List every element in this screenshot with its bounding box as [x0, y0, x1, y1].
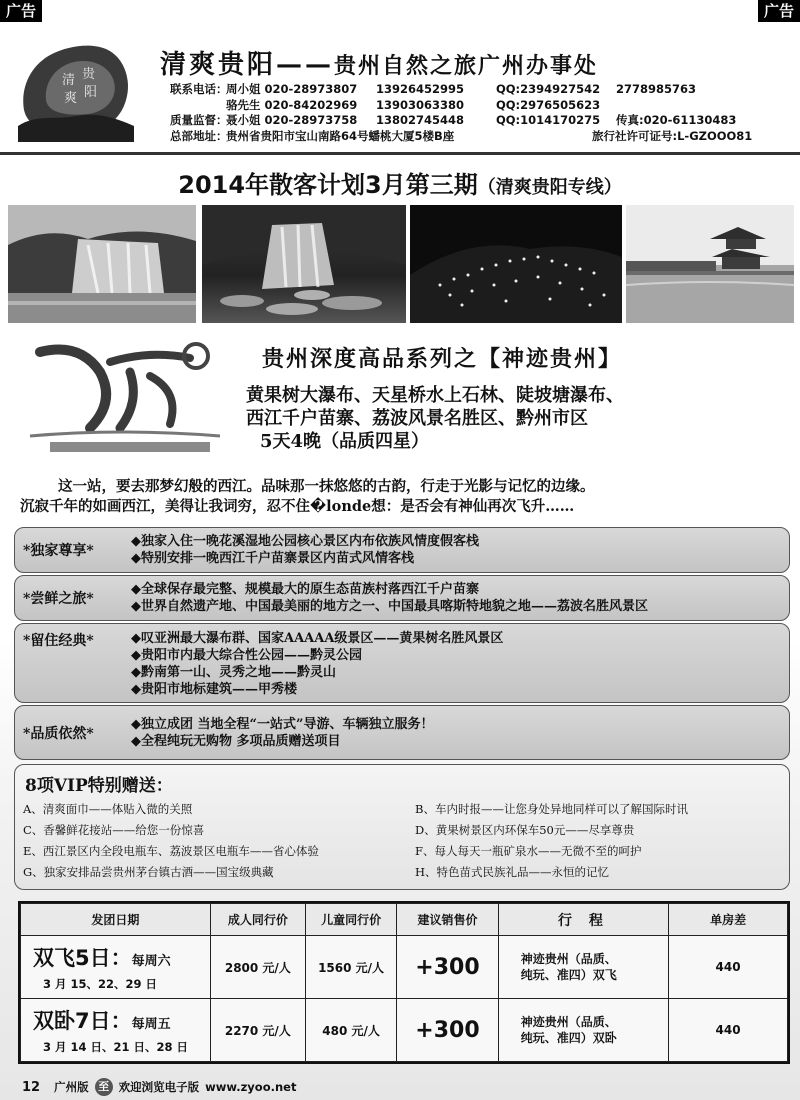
page-number: 12: [22, 1079, 41, 1095]
address-row: [170, 129, 790, 145]
ad-label-right: 广告: [758, 0, 800, 22]
feature-item: ◆贵阳市内最大综合性公园——黔灵公园: [131, 648, 362, 663]
footer-url[interactable]: www.zyoo.net: [205, 1080, 297, 1094]
departure-cell: [21, 936, 211, 999]
svg-text:清: 清: [62, 73, 76, 88]
feature-label: *品质依然*: [23, 725, 94, 742]
contact-key: [170, 98, 226, 114]
departure-dates: 3 月 14 日、21 日、28 日: [43, 1040, 189, 1054]
contact-name-phone: 周小姐 020-28973807: [226, 82, 358, 96]
shenji-guizhou-logo: [20, 332, 230, 462]
contact-key: 联系电话：: [170, 82, 228, 96]
contact-qq: QQ:2976505623: [496, 97, 601, 112]
child-price: 480 元/人: [305, 999, 396, 1062]
adult-price: 2800 元/人: [210, 936, 305, 999]
feature-item: ◆独立成团 当地全程“一站式”导游、车辆独立服务！: [131, 716, 434, 732]
feature-panel-classic: [14, 623, 790, 703]
feature-items: [131, 533, 479, 567]
column-header: 成人同行价: [210, 904, 305, 936]
page-footer: [22, 1078, 296, 1096]
sights-line: 西江千户苗寨、荔波风景名胜区、黔州市区: [246, 408, 588, 429]
table-header-row: [21, 904, 788, 936]
contact-row: [170, 113, 790, 129]
night-village-photo: [410, 205, 622, 323]
contact-extra: 传真:020-61130483: [616, 113, 737, 127]
contact-block: [170, 82, 790, 144]
table-row: [21, 936, 788, 999]
feature-panel-exclusive: [14, 527, 790, 573]
contact-name-phone: 聂小姐 020-28973758: [226, 113, 358, 127]
feature-item: ◆全球保存最完整、规模最大的原生态苗族村落西江千户苗寨: [131, 582, 479, 597]
column-header: 建议销售价: [397, 904, 499, 936]
vip-title: 8项VIP特别赠送：: [25, 776, 173, 796]
contact-mobile: 13903063380: [376, 97, 465, 112]
suggested-price: +300: [397, 936, 499, 999]
feature-item: ◆黔南第一山、灵秀之地——黔灵山: [131, 665, 336, 680]
sights-line: 黄果树大瀑布、天星桥水上石林、陡坡塘瀑布、: [246, 385, 624, 406]
agency-subtitle: 贵州自然之旅广州办事处: [334, 53, 599, 79]
contact-mobile: 13926452995: [376, 82, 465, 96]
feature-items: [131, 630, 503, 698]
footer-text: 欢迎浏览电子版: [118, 1080, 200, 1094]
vip-item: F、每人每天一瓶矿泉水——无微不至的呵护: [415, 844, 642, 858]
plan-title: [0, 165, 800, 200]
single-supplement: 440: [669, 999, 788, 1062]
feature-item: ◆特别安排一晚西江千户苗寨景区内苗式风情客栈: [131, 551, 414, 566]
vip-row: [23, 862, 783, 883]
intro-text: [20, 477, 790, 517]
agency-name: 清爽贵阳——: [160, 50, 335, 80]
vip-row: [23, 841, 783, 862]
ad-label-left: 广告: [0, 0, 42, 22]
table-row: [21, 999, 788, 1062]
vip-item: A、清爽面巾——体贴入微的关照: [23, 802, 193, 816]
agency-logo: [16, 30, 136, 142]
feature-panel-fresh: [14, 575, 790, 621]
plan-title-suffix: （清爽贵阳专线）: [477, 177, 622, 198]
svg-text:阳: 阳: [84, 85, 98, 100]
column-header: 发团日期: [21, 904, 211, 936]
route-line: 纯玩、准四）双飞: [520, 968, 617, 982]
feature-label: *留住经典*: [23, 633, 94, 649]
vip-row: [23, 799, 783, 820]
sights-block: [246, 384, 624, 453]
feature-item: ◆世界自然遗产地、中国最美丽的地方之一、中国最具喀斯特地貌之地——荔波名胜风景区: [131, 599, 648, 614]
feature-item: ◆独家入住一晚花溪湿地公园核心景区内布依族风情度假客栈: [131, 534, 479, 549]
feature-item: ◆全程纯玩无购物 多项品质赠送项目: [131, 733, 341, 749]
departure-mode: [33, 1005, 210, 1035]
vip-row: [23, 820, 783, 841]
contact-mobile: 13802745448: [376, 113, 465, 127]
intro-line: 这一站，要去那梦幻般的西江。品味那一抹悠悠的古韵，行走于光影与记忆的边缘。: [58, 478, 595, 495]
contact-key: 质量监督：: [170, 113, 228, 127]
contact-qq: QQ:2394927542: [496, 82, 601, 96]
contact-row: [170, 98, 790, 114]
license-text: 旅行社许可证号:L-GZOOO81: [592, 128, 753, 143]
weekday-label: 每周五: [131, 1017, 171, 1032]
waterfall-photo: [8, 205, 196, 323]
header-divider: [0, 152, 800, 155]
route-line: 神迹贵州（品质、: [520, 952, 617, 966]
weekday-label: 每周六: [131, 954, 171, 969]
feature-items: [131, 581, 648, 615]
departure-mode: [33, 942, 210, 972]
departure-cell: [21, 999, 211, 1062]
suggested-price: +300: [397, 999, 499, 1062]
address-key: 总部地址：: [170, 128, 228, 143]
vip-item: E、西江景区内全段电瓶车、荔波景区电瓶车——省心体验: [23, 844, 319, 858]
jiaxiu-tower-photo: [626, 205, 794, 323]
route-line: 神迹贵州（品质、: [520, 1015, 617, 1029]
duration-line: [246, 430, 624, 453]
column-header: 单房差: [669, 904, 788, 936]
feature-items: [131, 716, 433, 750]
departure-dates: 3 月 15、22、29 日: [43, 977, 158, 991]
vip-item: D、黄果树景区内环保车50元——尽享尊贵: [415, 823, 635, 837]
address-text: 贵州省贵阳市宝山南路64号蟠桃大厦5楼B座: [226, 128, 455, 143]
price-table: [18, 901, 790, 1064]
duration: 5天4晚: [260, 431, 322, 452]
route-cell: [498, 999, 668, 1062]
brand-badge-icon: 至: [95, 1078, 113, 1096]
contact-extra: 2778985763: [616, 82, 697, 96]
vip-item: C、香馨鲜花接站——给您一份惊喜: [23, 823, 205, 837]
column-header: 儿童同行价: [305, 904, 396, 936]
feature-item: ◆叹亚洲最大瀑布群、国家AAAAA级景区——黄果树名胜风景区: [131, 631, 504, 646]
series-title: 贵州深度高品系列之【神迹贵州】: [262, 346, 623, 372]
plan-title-main: 2014年散客计划3月第三期: [178, 171, 478, 199]
contact-qq: QQ:1014170275: [496, 113, 601, 127]
mode-label: 双卧7日：: [33, 1009, 132, 1033]
adult-price: 2270 元/人: [210, 999, 305, 1062]
contact-name-phone: 骆先生 020-84202969: [226, 97, 358, 112]
column-header: 行 程: [498, 904, 668, 936]
vip-item: B、车内时报——让您身处异地同样可以了解国际时讯: [415, 802, 688, 816]
feature-label: *独家尊享*: [23, 543, 94, 559]
child-price: 1560 元/人: [305, 936, 396, 999]
svg-text:爽: 爽: [64, 91, 78, 106]
mode-label: 双飞5日：: [33, 946, 132, 970]
single-supplement: 440: [669, 936, 788, 999]
route-cell: [498, 936, 668, 999]
vip-item: H、特色苗式民族礼品——永恒的记忆: [415, 865, 610, 879]
vip-item: G、独家安排品尝贵州茅台镇古酒——国宝级典藏: [23, 865, 274, 879]
contact-row: [170, 82, 790, 98]
vip-gifts-box: [14, 764, 790, 890]
intro-line: 沉寂千年的如画西江，美得让我词穷，忍不住�londe想：是否会有神仙再次飞升……: [20, 498, 575, 515]
agency-title: [160, 44, 598, 81]
feature-item: ◆贵阳市地标建筑——甲秀楼: [131, 682, 297, 697]
route-line: 纯玩、准四）双卧: [520, 1031, 617, 1045]
feature-panel-quality: [14, 705, 790, 760]
edition-label: 广州版: [54, 1080, 89, 1094]
feature-label: *尝鲜之旅*: [23, 591, 94, 607]
svg-text:贵: 贵: [82, 67, 96, 82]
vip-list: [23, 799, 783, 883]
quality-rating: （品质四星）: [321, 431, 430, 452]
stone-forest-photo: [202, 205, 406, 323]
